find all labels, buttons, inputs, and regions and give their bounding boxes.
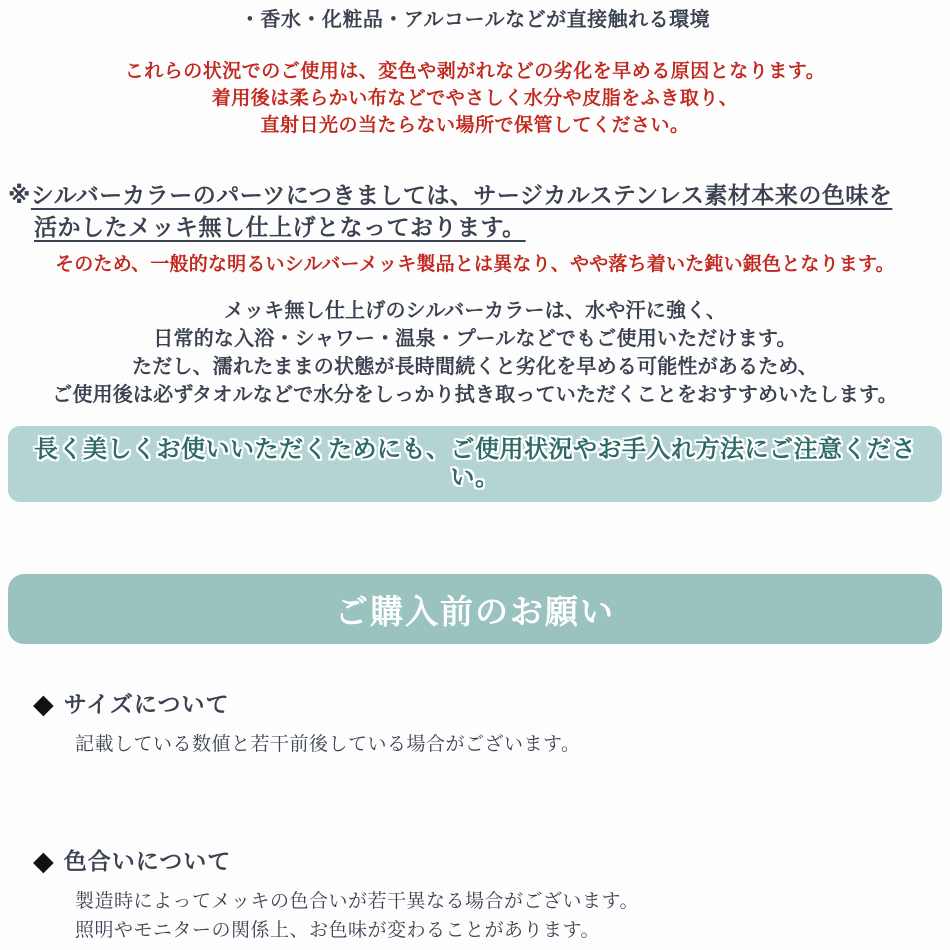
environment-list-item: ・香水・化粧品・アルコールなどが直接触れる環境 [239,9,711,31]
size-section-body [75,730,950,759]
silver-color-note [8,179,950,243]
care-warning-line: 着用後は柔らかい布などでやさしく水分や皮脂をふき取り、 [211,88,739,109]
pre-purchase-title: ご購入前のお願い [335,592,615,630]
size-body-line: 記載している数値と若干前後している場合がございます。 [75,734,581,755]
care-notice-banner [8,426,942,502]
silver-detail-block [0,297,950,409]
care-notice-banner-text: 長く美しくお使いいただくためにも、ご使用状況やお手入れ方法にご注意ください。 [34,436,916,491]
silver-note-line [34,211,950,243]
purchase-note-color [0,845,950,945]
silver-note-line [8,179,950,211]
note-marker: ※ [8,182,31,208]
color-section-body [75,887,950,945]
care-warning-line: 直射日光の当たらない場所で保管してください。 [260,115,690,136]
product-care-notice-page [0,8,950,950]
color-body-line: 製造時によってメッキの色合いが若干異なる場合がございます。 [75,891,639,912]
size-heading-label: サイズについて [63,691,230,717]
size-section-heading [33,688,950,720]
color-heading-label: 色合いについて [63,848,232,874]
diamond-bullet-icon: ◆ [33,689,55,719]
purchase-note-size [0,688,950,759]
color-body-line: 照明やモニターの関係上、お色味が変わることがあります。 [75,920,600,941]
pre-purchase-title-banner [8,574,942,644]
care-warning-line: これらの状況でのご使用は、変色や剥がれなどの劣化を早める原因となります。 [124,61,826,82]
diamond-bullet-icon: ◆ [33,846,55,876]
silver-detail-line: 日常的な入浴・シャワー・温泉・プールなどでもご使用いただけます。 [153,328,797,350]
color-section-heading [33,845,950,877]
care-warning-block [0,58,950,139]
silver-detail-line: メッキ無し仕上げのシルバーカラーは、水や汗に強く、 [223,300,727,322]
silver-note-underlined-text: 活かしたメッキ無し仕上げとなっております。 [34,214,526,240]
silver-detail-line: ただし、濡れたままの状態が長時間続くと劣化を早める可能性があるため、 [132,356,818,378]
silver-color-red-note: そのため、一般的な明るいシルバーメッキ製品とは異なり、やや落ち着いた鈍い銀色となります。 [55,254,895,275]
silver-note-underlined-text: シルバーカラーのパーツにつきましては、サージカルステンレス素材本来の色味を [30,182,893,208]
silver-detail-line: ご使用後は必ずタオルなどで水分をしっかり拭き取っていただくことをおすすめいたします。 [52,384,898,406]
